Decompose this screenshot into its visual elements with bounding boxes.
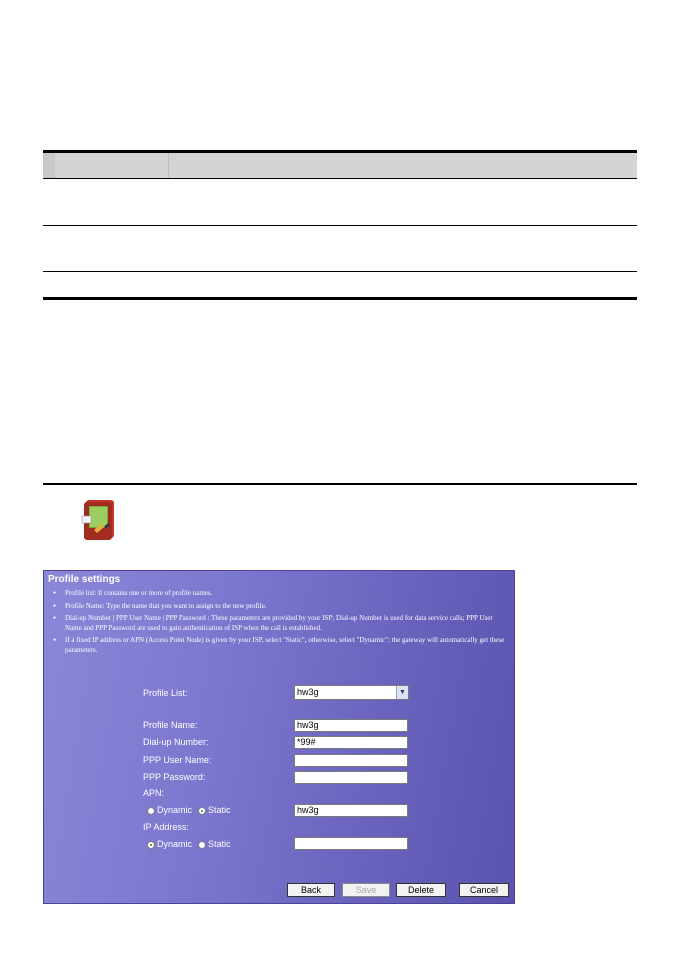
profile-list-selected: hw3g [297,687,319,697]
bullet-item: ● If a fixed IP address or APN (Access Point Node) is given by your ISP, select "Static", otherwise, select "Dynamic"; the gateway will automatically get these parameters. [50,636,510,655]
ip-dynamic-label: Dynamic [157,839,193,849]
ppp-user-name-label: PPP User Name: [143,755,212,765]
dialup-number-label: Dial-up Number: [143,737,209,747]
panel-title: Profile settings [48,574,121,585]
table-header-cell [43,153,55,178]
bullet-item: ● Profile Name: Type the name that you want to assign to the new profile. [50,602,510,612]
ppp-password-label: PPP Password: [143,772,206,782]
table-row-divider [43,271,637,272]
apn-static-radio[interactable] [198,807,206,815]
bullet-item: ● Dial-up Number | PPP User Name | PPP Password : These parameters are provided by your ISP; Dial-up Number is used for data service calls; PPP User Name and PPP Password are used to gain authentication of ISP when the call is established. [50,614,510,633]
ip-address-label: IP Address: [143,822,189,832]
profile-name-label: Profile Name: [143,720,198,730]
chevron-down-icon[interactable]: ▼ [396,686,408,699]
cancel-button[interactable]: Cancel [459,883,509,897]
ppp-user-name-input[interactable] [294,754,408,767]
profile-list-label: Profile List: [143,688,188,698]
apn-dynamic-label: Dynamic [157,805,193,815]
table-bottom-rule [43,297,637,300]
delete-button[interactable]: Delete [396,883,446,897]
note-rule [43,483,637,485]
dialup-number-input[interactable]: *99# [294,736,408,749]
ppp-password-input[interactable] [294,771,408,784]
note-book-icon [80,498,118,542]
table-column-divider [168,153,169,178]
ip-dynamic-radio[interactable] [147,841,155,849]
save-button[interactable]: Save [342,883,390,897]
ip-address-input[interactable] [294,837,408,850]
apn-label: APN: [143,788,165,798]
bullet-item: ● Profile list: It contains one or more of profile names. [50,589,510,599]
profile-list-select[interactable] [294,685,409,700]
table-row-divider [43,178,637,179]
table-row-divider [43,225,637,226]
back-button[interactable]: Back [287,883,335,897]
ip-static-label: Static [208,839,231,849]
table-header [43,150,637,178]
help-bullets [50,589,510,658]
ip-static-radio[interactable] [198,841,206,849]
apn-input[interactable]: hw3g [294,804,408,817]
apn-dynamic-radio[interactable] [147,807,155,815]
profile-name-input[interactable]: hw3g [294,719,408,732]
apn-static-label: Static [208,805,231,815]
profile-settings-panel [43,570,515,904]
